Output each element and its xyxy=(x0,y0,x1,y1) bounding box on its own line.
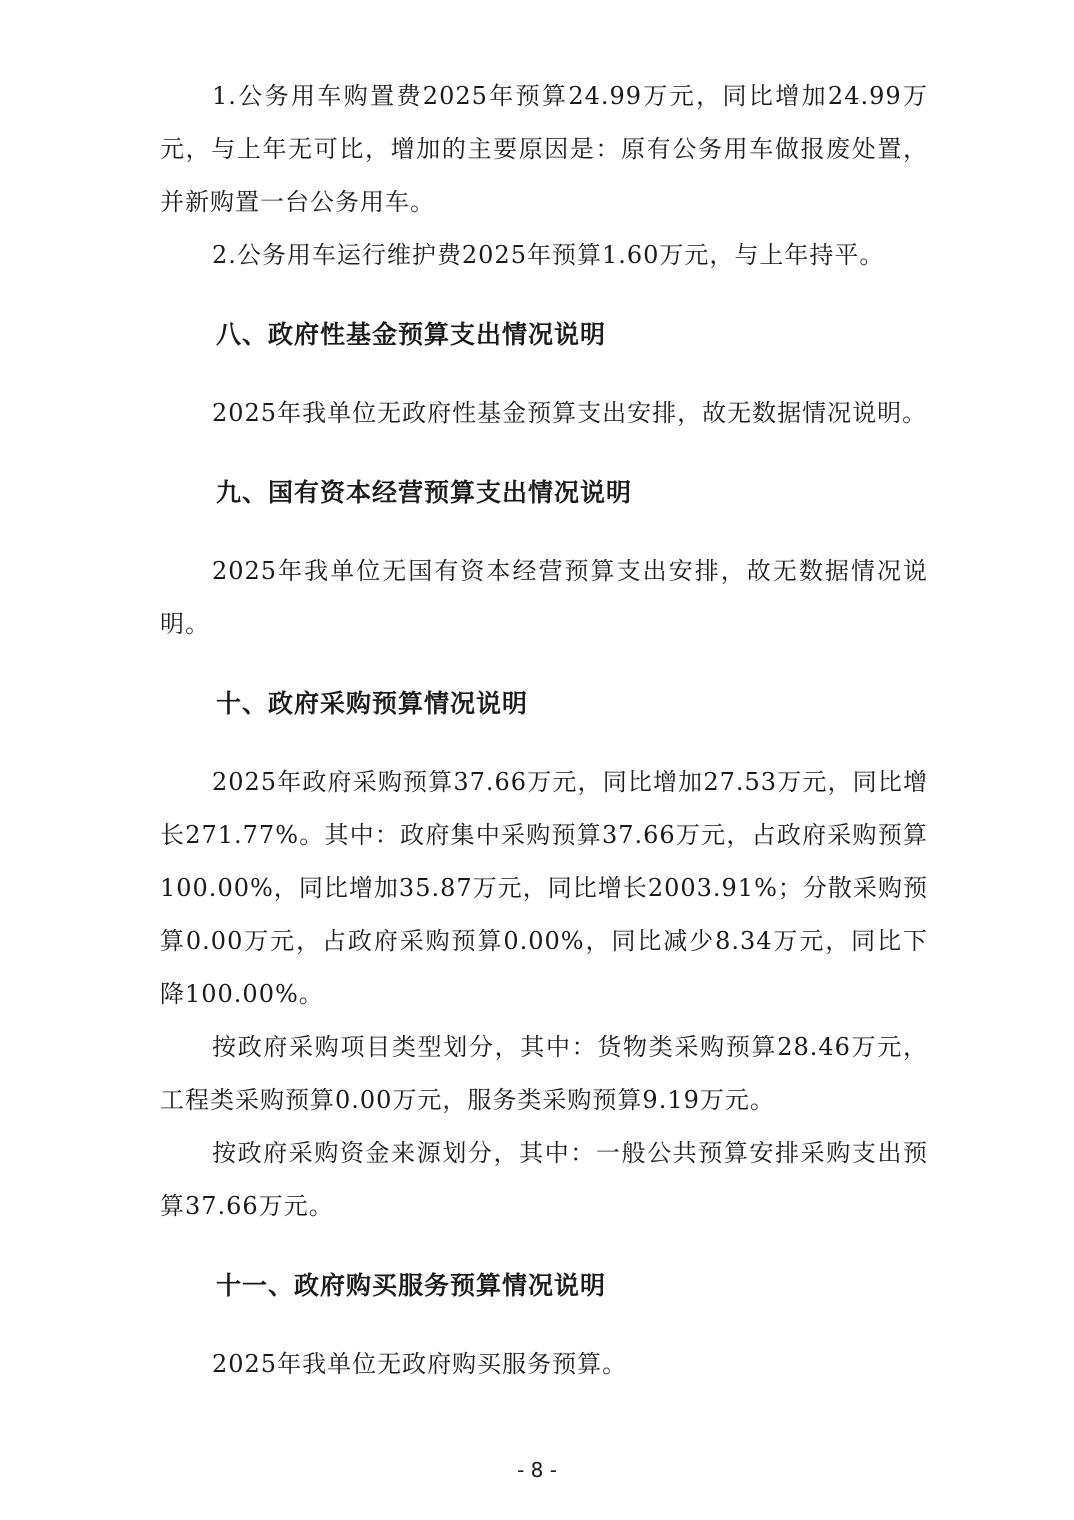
section-9-paragraph: 2025年我单位无国有资本经营预算支出安排，故无数据情况说明。 xyxy=(160,557,928,638)
section-8-paragraph: 2025年我单位无政府性基金预算支出安排，故无数据情况说明。 xyxy=(212,399,928,427)
section-9-heading: 九、国有资本经营预算支出情况说明 xyxy=(216,478,633,507)
car-purchase-paragraph: 1.公务用车购置费2025年预算24.99万元，同比增加24.99万元，与上年无可比，增加的主要原因是：原有公务用车做报废处置，并新购置一台公务用车。 xyxy=(160,82,928,216)
section-8-heading: 八、政府性基金预算支出情况说明 xyxy=(216,320,607,349)
document-body xyxy=(160,70,928,1391)
page-number: - 8 - xyxy=(517,1458,557,1482)
section-11-heading: 十一、政府购买服务预算情况说明 xyxy=(216,1271,607,1300)
section-10-paragraph-2: 按政府采购项目类型划分，其中：货物类采购预算28.46万元，工程类采购预算0.00万元，服务类采购预算9.19万元。 xyxy=(160,1033,928,1114)
section-10-paragraph-1: 2025年政府采购预算37.66万元，同比增加27.53万元，同比增长271.77%。其中：政府集中采购预算37.66万元，占政府采购预算100.00%，同比增加35.87万元，同比增长2003.91%；分散采购预算0.00万元，占政府采购预算0.00%，同比减少8.34万元，同比下降100.00%。 xyxy=(160,768,928,1008)
section-11-paragraph: 2025年我单位无政府购买服务预算。 xyxy=(212,1350,628,1378)
section-10-paragraph-3: 按政府采购资金来源划分，其中：一般公共预算安排采购支出预算37.66万元。 xyxy=(160,1139,928,1220)
car-maintenance-paragraph: 2.公务用车运行维护费2025年预算1.60万元，与上年持平。 xyxy=(212,241,885,269)
section-10-heading: 十、政府采购预算情况说明 xyxy=(216,689,529,718)
